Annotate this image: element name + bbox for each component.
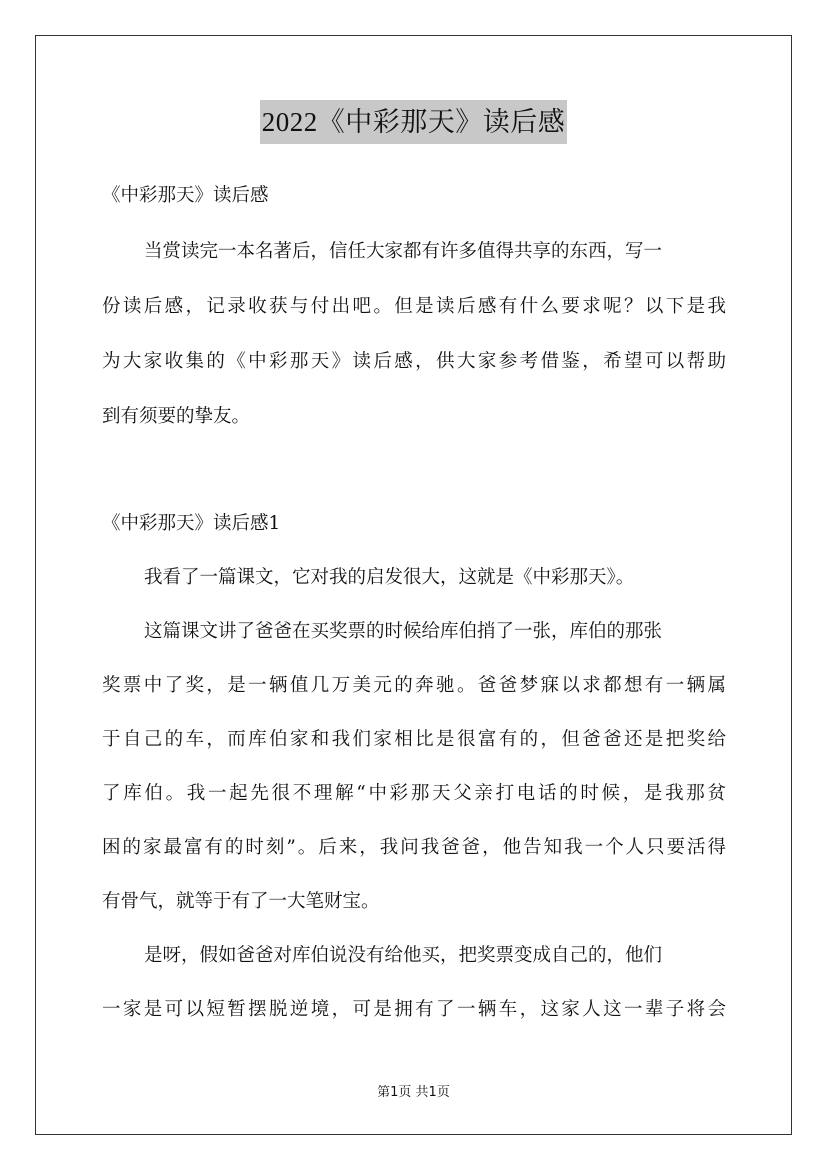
paragraph-line: 有骨气，就等于有了一大笔财宝。 [102,891,380,912]
intro-line-3: 为大家收集的《中彩那天》读后感，供大家参考借鉴，希望可以帮助 [102,351,726,372]
section-heading: 《中彩那天》读后感1 [102,513,281,534]
paragraph-line: 我看了一篇课文，它对我的启发很大，这就是《中彩那天》。 [144,567,635,588]
paragraph-line: 这篇课文讲了爸爸在买奖票的时候给库伯捎了一张，库伯的那张 [144,621,663,642]
document-subtitle: 《中彩那天》读后感 [102,185,269,206]
paragraph-line: 了库伯。我一起先很不理解“中彩那天父亲打电话的时候，是我那贫 [102,783,726,804]
paragraph-line: 奖票中了奖，是一辆值几万美元的奔驰。爸爸梦寐以求都想有一辆属 [102,675,726,696]
document-title: 2022《中彩那天》读后感 [260,100,568,144]
intro-line-4: 到有须要的挚友。 [102,406,251,427]
page-number: 第1页 共1页 [377,1085,450,1100]
intro-line-1: 当赏读完一本名著后，信任大家都有许多值得共享的东西，写一 [144,241,663,262]
paragraph-line: 困的家最富有的时刻”。后来，我问我爸爸，他告知我一个人只要活得 [102,837,726,858]
intro-line-2: 份读后感，记录收获与付出吧。但是读后感有什么要求呢？以下是我 [102,296,726,317]
title-container [0,100,827,144]
paragraph-line: 是呀，假如爸爸对库伯说没有给他买，把奖票变成自己的，他们 [144,945,663,966]
paragraph-line: 于自己的车，而库伯家和我们家相比是很富有的，但爸爸还是把奖给 [102,729,726,750]
paragraph-line: 一家是可以短暂摆脱逆境，可是拥有了一辆车，这家人这一辈子将会 [102,999,726,1020]
